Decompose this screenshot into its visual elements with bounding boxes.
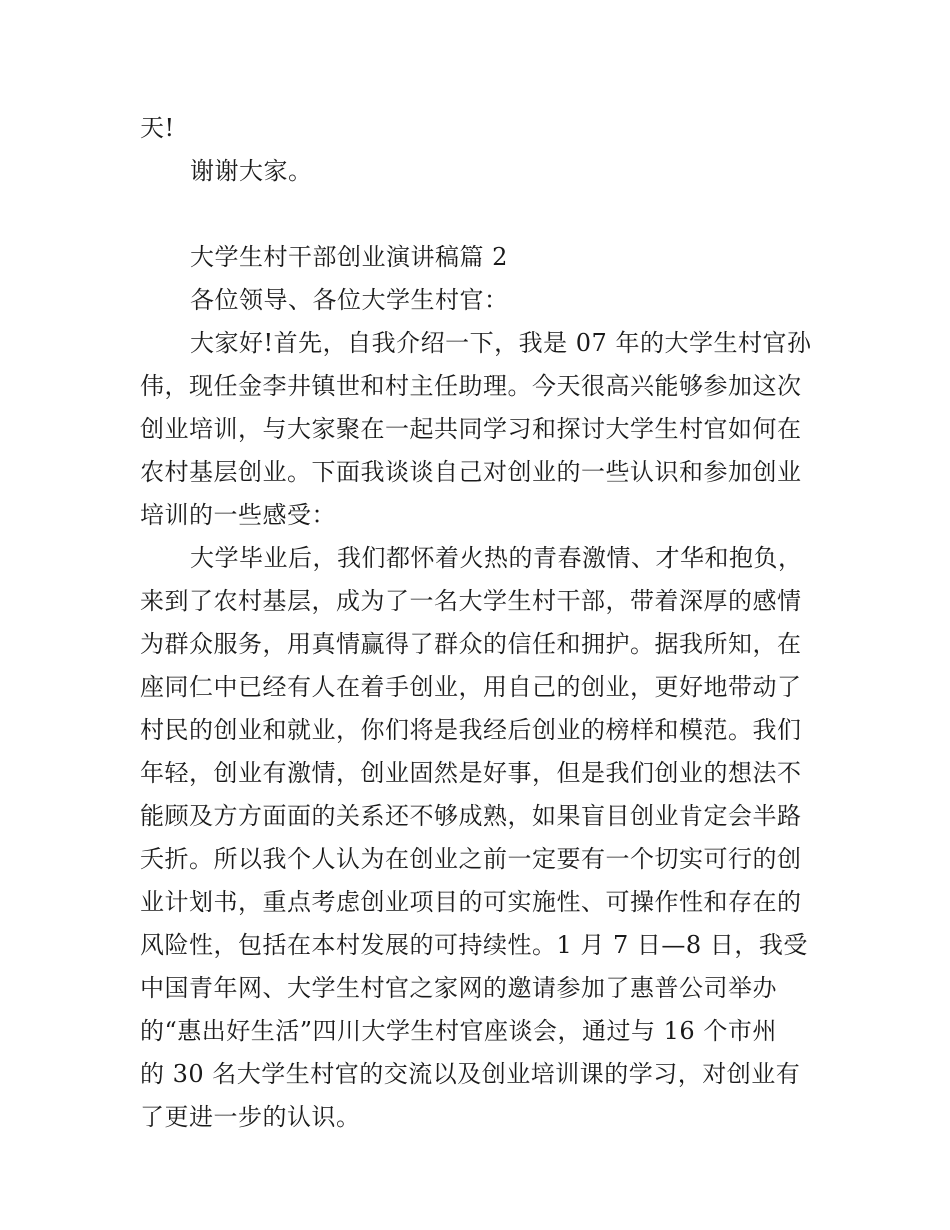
text-line: 年轻，创业有激情，创业固然是好事，但是我们创业的想法不 <box>140 759 802 787</box>
text-line: 村民的创业和就业，你们将是我经后创业的榜样和模范。我们 <box>140 716 802 744</box>
text-line: 创业培训，与大家聚在一起共同学习和探讨大学生村官如何在 <box>140 415 802 443</box>
text-line: 中国青年网、大学生村官之家网的邀请参加了惠普公司举办 <box>140 974 777 1002</box>
text-line: 座同仁中已经有人在着手创业，用自己的创业，更好地带动了 <box>140 673 802 701</box>
text-line: 能顾及方方面面的关系还不够成熟，如果盲目创业肯定会半路 <box>140 802 802 830</box>
text-line: 为群众服务，用真情赢得了群众的信任和拥护。据我所知，在 <box>140 630 802 658</box>
text-line: 培训的一些感受： <box>140 501 336 529</box>
text-line: 的 30 名大学生村官的交流以及创业培训课的学习，对创业有 <box>140 1060 801 1088</box>
text-line: 的“惠出好生活”四川大学生村官座谈会，通过与 16 个市州 <box>140 1017 777 1045</box>
text-line: 农村基层创业。下面我谈谈自己对创业的一些认识和参加创业 <box>140 458 802 486</box>
text-line: 风险性，包括在本村发展的可持续性。1 月 7 日—8 日，我受 <box>140 931 808 959</box>
text-line: 夭折。所以我个人认为在创业之前一定要有一个切实可行的创 <box>140 845 802 873</box>
text-line: 来到了农村基层，成为了一名大学生村干部，带着深厚的感情 <box>140 587 802 615</box>
section-heading: 大学生村干部创业演讲稿篇 2 <box>190 243 508 271</box>
text-line: 了更进一步的认识。 <box>140 1103 361 1131</box>
text-line: 大家好!首先，自我介绍一下，我是 07 年的大学生村官孙 <box>190 329 812 357</box>
text-line: 伟，现任金李井镇世和村主任助理。今天很高兴能够参加这次 <box>140 372 802 400</box>
text-line: 业计划书，重点考虑创业项目的可实施性、可操作性和存在的 <box>140 888 802 916</box>
text-line: 天! <box>140 114 175 142</box>
text-line: 大学毕业后，我们都怀着火热的青春激情、才华和抱负， <box>190 544 803 572</box>
text-line: 谢谢大家。 <box>190 157 313 185</box>
salutation: 各位领导、各位大学生村官： <box>190 286 509 314</box>
